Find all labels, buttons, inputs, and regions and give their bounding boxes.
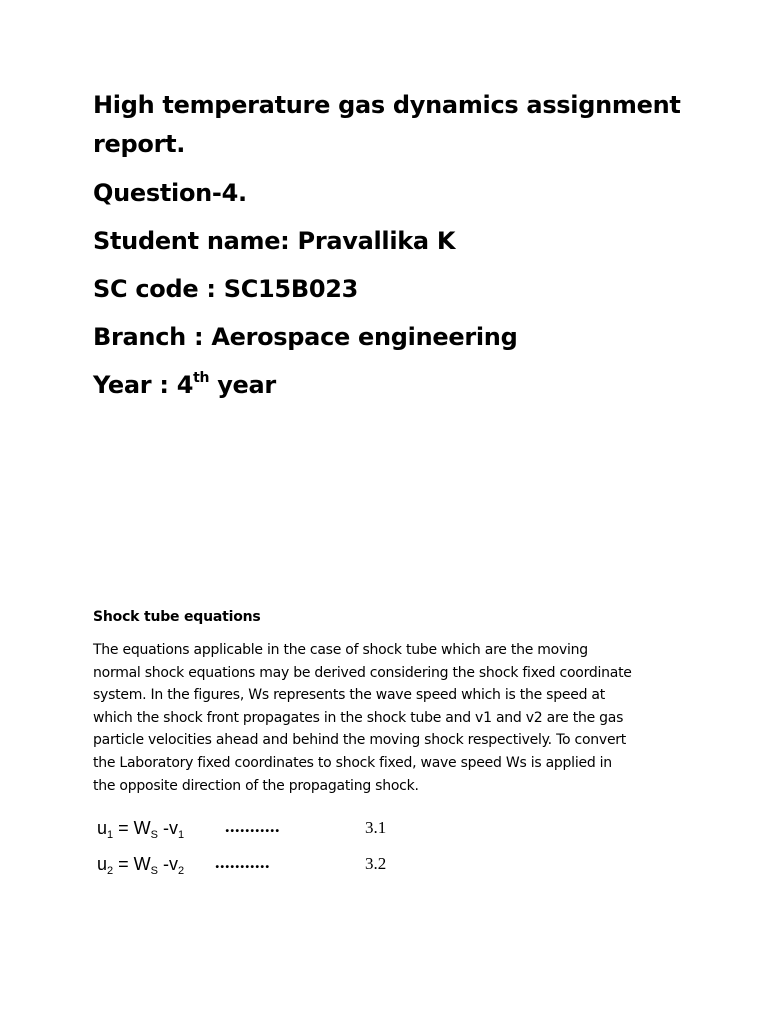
equation-expression (97, 814, 184, 842)
paragraph-line: The equations applicable in the case of shock tube which are the moving (93, 642, 588, 658)
body-paragraph (93, 639, 693, 797)
year-prefix: Year : 4 (93, 371, 194, 399)
eq-subscript: 2 (178, 865, 185, 877)
question-number: Question-4. (93, 179, 247, 207)
branch: Branch : Aerospace engineering (93, 323, 518, 351)
equation-leader-dots: ........... (215, 852, 270, 872)
eq-equals: = W (113, 818, 151, 838)
paragraph-line: normal shock equations may be derived considering the shock fixed coordinate (93, 664, 632, 681)
equation-3-1 (97, 814, 417, 844)
paragraph-line: particle velocities ahead and behind the moving shock respectively. To convert (93, 732, 627, 749)
equation-number: 3.1 (365, 818, 387, 837)
eq-subscript: S (150, 829, 158, 841)
equation-expression (97, 850, 184, 878)
student-name: Student name: Pravallika K (93, 227, 456, 255)
report-title-line-2: report. (93, 130, 186, 158)
section-title: Shock tube equations (93, 609, 261, 625)
paragraph-line: system. In the figures, Ws represents the wave speed which is the speed at (93, 687, 605, 704)
eq-minus: -v (158, 854, 178, 874)
year-suffix: year (209, 371, 276, 399)
eq-equals: = W (113, 854, 151, 874)
equation-number: 3.2 (365, 854, 387, 873)
eq-subscript: S (150, 865, 158, 877)
eq-var: u (97, 818, 108, 838)
eq-subscript: 1 (178, 829, 185, 841)
year-ordinal-suffix: th (193, 370, 210, 386)
sc-code: SC code : SC15B023 (93, 275, 359, 303)
paragraph-line: the Laboratory fixed coordinates to shock fixed, wave speed Ws is applied in (93, 754, 612, 771)
eq-subscript: 1 (107, 829, 114, 841)
eq-var: u (97, 854, 108, 874)
year (93, 366, 276, 404)
eq-subscript: 2 (107, 865, 114, 877)
paragraph-line: the opposite direction of the propagating shock. (93, 777, 419, 794)
equation-leader-dots: ........... (225, 816, 280, 836)
equation-3-2 (97, 850, 417, 880)
paragraph-line: which the shock front propagates in the shock tube and v1 and v2 are the gas (93, 709, 624, 726)
eq-minus: -v (158, 818, 178, 838)
report-title-line-1: High temperature gas dynamics assignment (93, 91, 681, 119)
